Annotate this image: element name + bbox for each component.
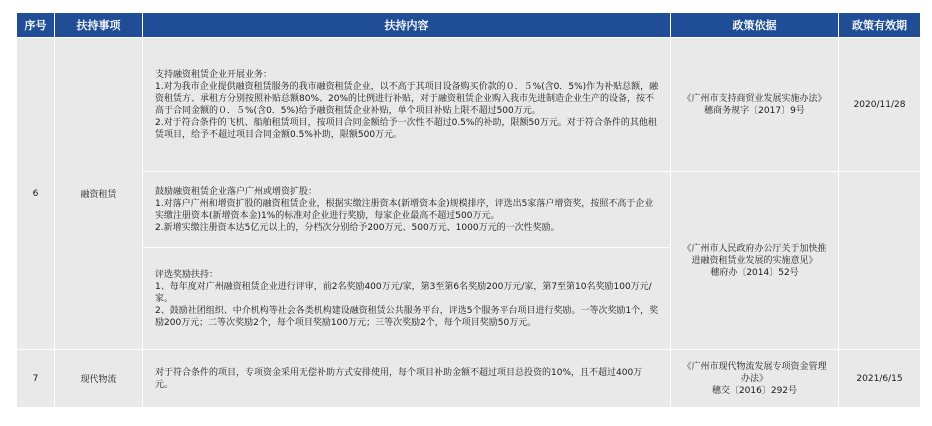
policy-basis [671,172,839,350]
content-line: 2.新增实缴注册资本达5亿元以上的，分档次分别给予200万元、500万元、1000万元的一次性奖励。 [155,222,560,233]
content-line: 1、每年度对广州融资租赁企业进行评审，前2名奖励400万元/家，第3至第6名奖励200万元/家，第7至第10名奖励100万元/家。 [155,281,652,304]
row-item: 融资租赁 [55,38,143,350]
row-number: 6 [17,38,55,350]
policy-basis [671,350,839,408]
policy-table [16,12,921,408]
policy-number: 穗商务规字〔2017〕9号 [704,105,805,116]
header-content: 扶持内容 [143,13,671,38]
policy-title: 《广州市支持商贸业发展实施办法》 [682,93,827,104]
content-line: 支持融资租赁企业开展业务： [155,69,273,80]
policy-number: 穗府办〔2014〕52号 [710,267,799,278]
header-item: 扶持事项 [55,13,143,38]
row-item: 现代物流 [55,350,143,408]
content-line: 对于符合条件的项目，专项资金采用无偿补助方式安排使用，每个项目补助金额不超过项目总投资的10%，且不超过400万元。 [155,367,643,390]
table-row [17,350,921,408]
header-validity: 政策有效期 [839,13,921,38]
header-no: 序号 [17,13,55,38]
support-content [143,248,671,350]
policy-number: 穗交〔2016〕292号 [711,385,798,396]
content-line: 评选奖励扶持： [155,269,219,280]
row-number: 7 [17,350,55,408]
support-content [143,38,671,172]
content-line: 鼓励融资租赁企业落户广州或增资扩股： [155,186,318,197]
policy-validity: 2021/6/15 [839,350,921,408]
content-line: 1.对落户广州和增资扩股的融资租赁企业，根据实缴注册资本(新增资本金)规模排序，评选出5家落户增资奖，按照不高于企业实缴注册资本(新增资本金)1%的标准对企业进行奖励，每家企业最高不超过500万元。 [155,198,654,221]
policy-title: 《广州市现代物流发展专项资金管理办法》 [682,361,827,384]
content-line: 2.对于符合条件的飞机、船舶租赁项目，按项目合同金额给予一次性不超过0.5%的补助，限额50万元。对于符合条件的其他租赁项目，给予不超过项目合同金额0.5%补助，限额500万元。 [155,117,657,140]
table-row [17,38,921,172]
support-content [143,350,671,408]
policy-title: 《广州市人民政府办公厅关于加快推进融资租赁业发展的实施意见》 [682,243,827,266]
header-basis: 政策依据 [671,13,839,38]
policy-validity: 2020/11/28 [839,38,921,172]
header-row [17,13,921,38]
content-line: 1.对为我市企业提供融资租赁服务的我市融资租赁企业，以不高于其项目设备购买价款的０．５%(含0．5%)作为补贴总额，融资租赁方、承租方分别按照补贴总额80%、20%的比例进行补贴，对于融资租赁企业购入我市先进制造企业生产的设备，按不高于合同金额的０．５%(含0．5%)给予融资租赁企业补贴，单个项目补贴上限不超过500万元。 [155,81,659,116]
content-line: 2、鼓励社团组织、中介机构等社会各类机构建设融资租赁公共服务平台，评选5个服务平台项目进行奖励。一等次奖励1个，奖励200万元；二等次奖励2个，每个项目奖励100万元；三等次奖励2个，每个项目奖励50万元。 [155,305,659,328]
policy-validity [839,172,921,350]
support-content [143,172,671,248]
policy-basis [671,38,839,172]
table-row [17,172,921,248]
